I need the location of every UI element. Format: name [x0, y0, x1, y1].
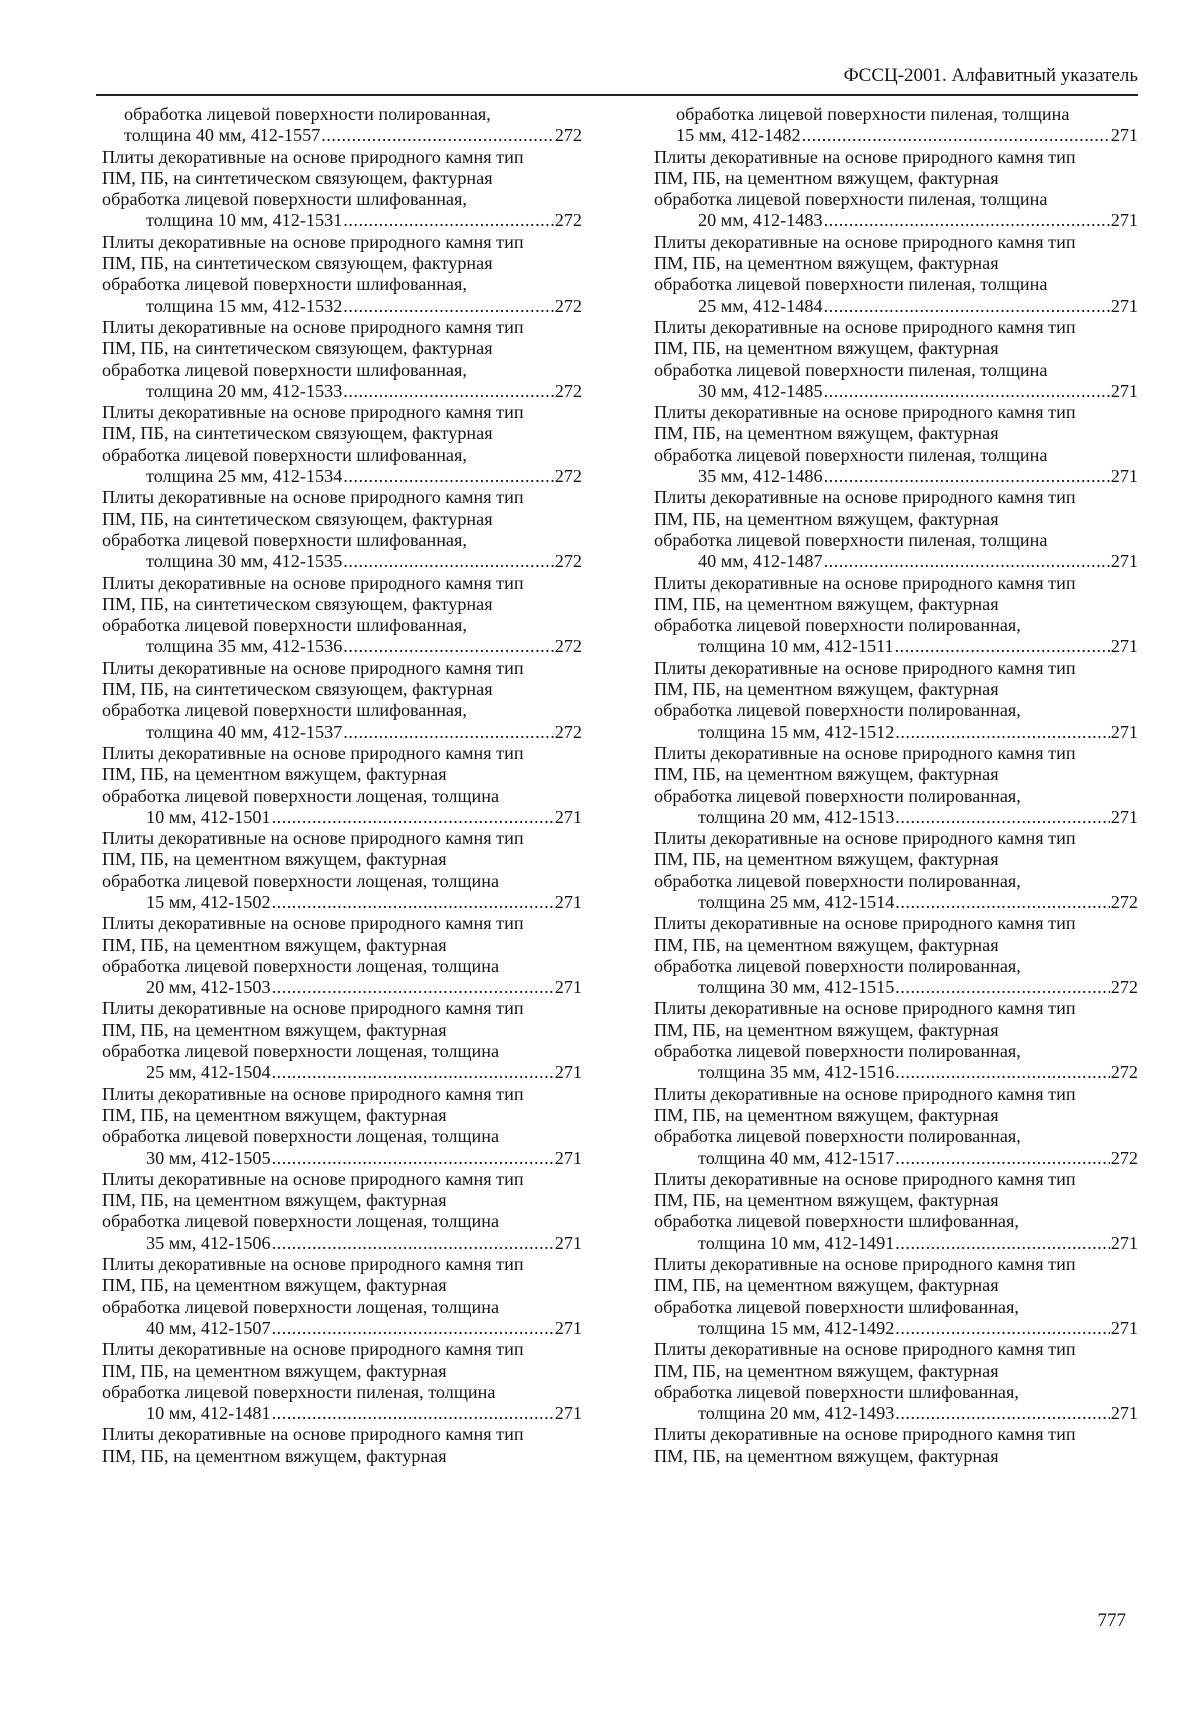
index-entry	[654, 1424, 1138, 1467]
entry-page-ref: 271	[1110, 721, 1138, 742]
entry-last-line	[698, 1403, 1138, 1424]
entry-text-line: обработка лицевой поверхности полированная,	[124, 104, 491, 124]
entry-last-line	[698, 1062, 1138, 1083]
entry-text-line: ПМ, ПБ, на цементном вяжущем, фактурная	[654, 1275, 999, 1296]
entry-text-line: обработка лицевой поверхности шлифованная,	[102, 359, 467, 380]
index-column-left	[102, 104, 582, 1467]
entry-text-line: обработка лицевой поверхности лощеная, толщина	[102, 1041, 500, 1062]
index-entry	[102, 828, 582, 913]
entry-last-line	[146, 1403, 582, 1424]
index-entry	[654, 1169, 1138, 1254]
entry-last-line	[146, 296, 582, 317]
leader-dots	[321, 125, 553, 146]
entry-page-ref: 271	[1110, 1317, 1138, 1338]
entry-code: 10 мм, 412-1481	[146, 1403, 271, 1424]
entry-text-line: Плиты декоративные на основе природного камня тип	[654, 1168, 1076, 1189]
entry-text-line: обработка лицевой поверхности полированная,	[654, 955, 1021, 976]
leader-dots	[272, 1062, 554, 1083]
entry-text-line: обработка лицевой поверхности полированная,	[654, 785, 1021, 806]
index-entry	[654, 573, 1138, 658]
index-entry	[654, 402, 1138, 487]
entry-text-line: Плиты декоративные на основе природного камня тип	[654, 828, 1076, 849]
entry-code: 30 мм, 412-1485	[698, 380, 823, 401]
entry-page-ref: 272	[554, 636, 582, 657]
entry-text-line: обработка лицевой поверхности лощеная, толщина	[102, 870, 500, 891]
entry-page-ref: 271	[1110, 1232, 1138, 1253]
entry-page-ref: 272	[1110, 977, 1138, 998]
leader-dots	[895, 977, 1109, 998]
index-entry	[654, 1084, 1138, 1169]
leader-dots	[343, 551, 553, 572]
entry-code: 35 мм, 412-1506	[146, 1232, 271, 1253]
entry-text-line: Плиты декоративные на основе природного камня тип	[654, 146, 1076, 167]
entry-text-line: ПМ, ПБ, на цементном вяжущем, фактурная	[102, 849, 447, 870]
entry-text-line: обработка лицевой поверхности шлифованная,	[102, 189, 467, 210]
entry-page-ref: 272	[554, 210, 582, 231]
index-entry	[654, 998, 1138, 1083]
index-entry	[654, 1339, 1138, 1424]
entry-code: 30 мм, 412-1505	[146, 1147, 271, 1168]
index-entry	[102, 1084, 582, 1169]
index-entry	[102, 998, 582, 1083]
entry-text-line: ПМ, ПБ, на цементном вяжущем, фактурная	[654, 253, 999, 274]
leader-dots	[824, 551, 1110, 572]
entry-text-line: обработка лицевой поверхности полированная,	[654, 870, 1021, 891]
entry-text-line: ПМ, ПБ, на цементном вяжущем, фактурная	[102, 1190, 447, 1211]
leader-dots	[272, 807, 554, 828]
entry-page-ref: 272	[554, 551, 582, 572]
leader-dots	[343, 636, 553, 657]
entry-last-line	[698, 296, 1138, 317]
entry-last-line	[676, 125, 1138, 146]
entry-text-line: ПМ, ПБ, на цементном вяжущем, фактурная	[102, 1104, 447, 1125]
entry-text-line: Плиты декоративные на основе природного камня тип	[102, 998, 524, 1019]
entry-code: толщина 35 мм, 412-1516	[698, 1062, 895, 1083]
leader-dots	[895, 1403, 1109, 1424]
entry-last-line	[698, 466, 1138, 487]
entry-text-line: Плиты декоративные на основе природного камня тип	[654, 1083, 1076, 1104]
entry-text-line: Плиты декоративные на основе природного камня тип	[102, 1254, 524, 1275]
entry-text-line: обработка лицевой поверхности пиленая, толщина	[654, 189, 1048, 210]
entry-page-ref: 271	[1110, 125, 1138, 146]
entry-last-line	[698, 210, 1138, 231]
entry-code: толщина 20 мм, 412-1493	[698, 1403, 895, 1424]
entry-text-line: Плиты декоративные на основе природного камня тип	[654, 1254, 1076, 1275]
entry-code: 40 мм, 412-1487	[698, 551, 823, 572]
entry-text-line: Плиты декоративные на основе природного камня тип	[654, 657, 1076, 678]
entry-text-line: ПМ, ПБ, на цементном вяжущем, фактурная	[654, 593, 999, 614]
entry-last-line	[698, 381, 1138, 402]
index-entry	[654, 1254, 1138, 1339]
entry-last-line	[146, 892, 582, 913]
leader-dots	[895, 807, 1109, 828]
entry-text-line: ПМ, ПБ, на цементном вяжущем, фактурная	[654, 934, 999, 955]
entry-code: 15 мм, 412-1502	[146, 891, 271, 912]
index-entry	[102, 658, 582, 743]
entry-text-line: обработка лицевой поверхности лощеная, толщина	[102, 785, 500, 806]
entry-text-line: Плиты декоративные на основе природного камня тип	[654, 1339, 1076, 1360]
index-entry	[102, 402, 582, 487]
entry-text-line: обработка лицевой поверхности пиленая, толщина	[654, 359, 1048, 380]
index-entry	[102, 1169, 582, 1254]
entry-page-ref: 271	[1110, 1403, 1138, 1424]
leader-dots	[272, 1318, 554, 1339]
entry-code: толщина 10 мм, 412-1511	[698, 636, 894, 657]
entry-last-line	[698, 722, 1138, 743]
entry-text-line: обработка лицевой поверхности лощеная, толщина	[102, 1296, 500, 1317]
leader-dots	[272, 892, 554, 913]
entry-text-line: ПМ, ПБ, на синтетическом связующем, фактурная	[102, 423, 493, 444]
entry-text-line: ПМ, ПБ, на синтетическом связующем, фактурная	[102, 253, 493, 274]
entry-page-ref: 271	[554, 977, 582, 998]
entry-page-ref: 271	[1110, 210, 1138, 231]
entry-text-line: ПМ, ПБ, на цементном вяжущем, фактурная	[654, 849, 999, 870]
index-entry	[654, 743, 1138, 828]
entry-last-line	[698, 807, 1138, 828]
page-header	[96, 58, 1138, 96]
index-entry	[102, 232, 582, 317]
entry-code: 25 мм, 412-1504	[146, 1062, 271, 1083]
entry-last-line	[146, 807, 582, 828]
entry-text-line: ПМ, ПБ, на цементном вяжущем, фактурная	[654, 1019, 999, 1040]
entry-text-line: ПМ, ПБ, на цементном вяжущем, фактурная	[654, 1360, 999, 1381]
entry-text-line: обработка лицевой поверхности шлифованная,	[102, 444, 467, 465]
leader-dots	[895, 892, 1109, 913]
index-entry	[102, 1339, 582, 1424]
entry-text-line: ПМ, ПБ, на цементном вяжущем, фактурная	[102, 1360, 447, 1381]
entry-text-line: ПМ, ПБ, на синтетическом связующем, фактурная	[102, 593, 493, 614]
entry-page-ref: 271	[554, 1403, 582, 1424]
entry-text-line: обработка лицевой поверхности шлифованная,	[102, 529, 467, 550]
entry-text-line: обработка лицевой поверхности полированная,	[654, 615, 1021, 636]
index-entry	[654, 317, 1138, 402]
entry-text-line: обработка лицевой поверхности лощеная, толщина	[102, 1126, 500, 1147]
index-column-right	[654, 104, 1138, 1467]
entry-page-ref: 272	[1110, 1062, 1138, 1083]
entry-code: толщина 10 мм, 412-1491	[698, 1232, 895, 1253]
leader-dots	[895, 1233, 1109, 1254]
entry-text-line: ПМ, ПБ, на цементном вяжущем, фактурная	[654, 679, 999, 700]
entry-text-line: обработка лицевой поверхности пиленая, толщина	[654, 529, 1048, 550]
entry-code: толщина 40 мм, 412-1557	[124, 125, 321, 146]
leader-dots	[895, 636, 1110, 657]
entry-text-line: ПМ, ПБ, на синтетическом связующем, фактурная	[102, 167, 493, 188]
leader-dots	[343, 296, 553, 317]
entry-code: толщина 20 мм, 412-1513	[698, 806, 895, 827]
index-entry	[102, 743, 582, 828]
entry-code: толщина 25 мм, 412-1534	[146, 466, 343, 487]
entry-page-ref: 271	[1110, 295, 1138, 316]
entry-page-ref: 271	[1110, 551, 1138, 572]
entry-text-line: обработка лицевой поверхности шлифованная,	[654, 1296, 1019, 1317]
entry-code: 25 мм, 412-1484	[698, 295, 823, 316]
entry-last-line	[146, 977, 582, 998]
entry-text-line: ПМ, ПБ, на цементном вяжущем, фактурная	[654, 764, 999, 785]
entry-text-line: Плиты декоративные на основе природного камня тип	[102, 1339, 524, 1360]
entry-code: толщина 15 мм, 412-1512	[698, 721, 895, 742]
entry-last-line	[146, 1233, 582, 1254]
entry-code: 20 мм, 412-1503	[146, 977, 271, 998]
entry-text-line: обработка лицевой поверхности пиленая, толщина	[102, 1381, 496, 1402]
entry-text-line: обработка лицевой поверхности лощеная, толщина	[102, 955, 500, 976]
index-entry	[654, 104, 1138, 147]
entry-text-line: ПМ, ПБ, на цементном вяжущем, фактурная	[654, 1445, 999, 1466]
entry-last-line	[146, 722, 582, 743]
entry-text-line: обработка лицевой поверхности шлифованная,	[654, 1381, 1019, 1402]
entry-text-line: Плиты декоративные на основе природного камня тип	[102, 316, 524, 337]
entry-last-line	[698, 636, 1138, 657]
entry-page-ref: 272	[554, 125, 582, 146]
entry-page-ref: 271	[1110, 466, 1138, 487]
leader-dots	[824, 381, 1110, 402]
entry-last-line	[146, 1062, 582, 1083]
entry-page-ref: 271	[1110, 380, 1138, 401]
page-number: 777	[1097, 1610, 1126, 1631]
entry-code: толщина 40 мм, 412-1537	[146, 721, 343, 742]
index-entry	[102, 1254, 582, 1339]
entry-text-line: обработка лицевой поверхности полированная,	[654, 700, 1021, 721]
entry-last-line	[146, 466, 582, 487]
entry-text-line: Плиты декоративные на основе природного камня тип	[654, 913, 1076, 934]
entry-last-line	[146, 1318, 582, 1339]
entry-page-ref: 271	[554, 1062, 582, 1083]
entry-page-ref: 272	[554, 380, 582, 401]
entry-last-line	[698, 551, 1138, 572]
entry-text-line: обработка лицевой поверхности шлифованная,	[102, 700, 467, 721]
entry-text-line: обработка лицевой поверхности полированная,	[654, 1126, 1021, 1147]
entry-code: толщина 30 мм, 412-1515	[698, 977, 895, 998]
entry-last-line	[698, 1148, 1138, 1169]
entry-text-line: Плиты декоративные на основе природного камня тип	[654, 487, 1076, 508]
entry-last-line	[698, 892, 1138, 913]
index-entry	[654, 913, 1138, 998]
entry-code: толщина 40 мм, 412-1517	[698, 1147, 895, 1168]
entry-text-line: Плиты декоративные на основе природного камня тип	[102, 231, 524, 252]
header-title: ФССЦ-2001. Алфавитный указатель	[843, 65, 1138, 86]
leader-dots	[895, 1148, 1109, 1169]
leader-dots	[343, 722, 553, 743]
entry-text-line: Плиты декоративные на основе природного камня тип	[654, 316, 1076, 337]
entry-page-ref: 271	[554, 891, 582, 912]
leader-dots	[824, 466, 1110, 487]
entry-text-line: Плиты декоративные на основе природного камня тип	[102, 487, 524, 508]
entry-last-line	[146, 381, 582, 402]
entry-last-line	[124, 125, 582, 146]
entry-text-line: Плиты декоративные на основе природного камня тип	[102, 572, 524, 593]
leader-dots	[802, 125, 1110, 146]
leader-dots	[824, 296, 1110, 317]
entry-text-line: Плиты декоративные на основе природного камня тип	[654, 231, 1076, 252]
entry-text-line: Плиты декоративные на основе природного камня тип	[654, 742, 1076, 763]
index-entry	[102, 1424, 582, 1467]
entry-text-line: ПМ, ПБ, на цементном вяжущем, фактурная	[654, 508, 999, 529]
entry-text-line: ПМ, ПБ, на цементном вяжущем, фактурная	[654, 1190, 999, 1211]
leader-dots	[895, 1062, 1109, 1083]
entry-last-line	[146, 551, 582, 572]
index-entry	[654, 828, 1138, 913]
entry-code: 35 мм, 412-1486	[698, 466, 823, 487]
entry-code: толщина 10 мм, 412-1531	[146, 210, 343, 231]
entry-code: 40 мм, 412-1507	[146, 1317, 271, 1338]
entry-code: толщина 35 мм, 412-1536	[146, 636, 343, 657]
entry-last-line	[698, 1233, 1138, 1254]
index-entry	[654, 147, 1138, 232]
entry-text-line: Плиты декоративные на основе природного камня тип	[102, 828, 524, 849]
entry-text-line: обработка лицевой поверхности пиленая, толщина	[654, 444, 1048, 465]
entry-code: 10 мм, 412-1501	[146, 806, 271, 827]
entry-text-line: Плиты декоративные на основе природного камня тип	[102, 913, 524, 934]
entry-page-ref: 271	[554, 1147, 582, 1168]
entry-page-ref: 272	[554, 295, 582, 316]
entry-code: толщина 20 мм, 412-1533	[146, 380, 343, 401]
entry-text-line: обработка лицевой поверхности шлифованная,	[654, 1211, 1019, 1232]
entry-text-line: ПМ, ПБ, на цементном вяжущем, фактурная	[102, 1445, 447, 1466]
entry-text-line: Плиты декоративные на основе природного камня тип	[102, 1424, 524, 1445]
entry-text-line: Плиты декоративные на основе природного камня тип	[102, 1083, 524, 1104]
index-entry	[654, 658, 1138, 743]
entry-text-line: Плиты декоративные на основе природного камня тип	[102, 146, 524, 167]
entry-text-line: обработка лицевой поверхности пиленая, толщина	[676, 104, 1070, 124]
entry-text-line: ПМ, ПБ, на цементном вяжущем, фактурная	[654, 423, 999, 444]
entry-last-line	[146, 636, 582, 657]
entry-page-ref: 272	[1110, 891, 1138, 912]
entry-text-line: Плиты декоративные на основе природного камня тип	[102, 1168, 524, 1189]
entry-page-ref: 272	[554, 721, 582, 742]
entry-page-ref: 271	[1110, 636, 1138, 657]
entry-page-ref: 272	[1110, 1147, 1138, 1168]
entry-code: 20 мм, 412-1483	[698, 210, 823, 231]
entry-last-line	[698, 977, 1138, 998]
entry-text-line: Плиты декоративные на основе природного камня тип	[654, 998, 1076, 1019]
leader-dots	[272, 977, 554, 998]
entry-text-line: обработка лицевой поверхности лощеная, толщина	[102, 1211, 500, 1232]
leader-dots	[824, 210, 1110, 231]
entry-text-line: ПМ, ПБ, на цементном вяжущем, фактурная	[654, 167, 999, 188]
entry-text-line: Плиты декоративные на основе природного камня тип	[102, 402, 524, 423]
index-entry	[102, 147, 582, 232]
entry-text-line: ПМ, ПБ, на цементном вяжущем, фактурная	[654, 338, 999, 359]
entry-text-line: Плиты декоративные на основе природного камня тип	[102, 742, 524, 763]
leader-dots	[343, 210, 553, 231]
leader-dots	[895, 722, 1109, 743]
entry-text-line: Плиты декоративные на основе природного камня тип	[654, 402, 1076, 423]
leader-dots	[272, 1233, 554, 1254]
leader-dots	[343, 381, 553, 402]
entry-text-line: ПМ, ПБ, на цементном вяжущем, фактурная	[102, 764, 447, 785]
entry-code: толщина 30 мм, 412-1535	[146, 551, 343, 572]
entry-page-ref: 271	[554, 1317, 582, 1338]
entry-text-line: обработка лицевой поверхности шлифованная,	[102, 615, 467, 636]
entry-code: толщина 15 мм, 412-1532	[146, 295, 343, 316]
entry-text-line: ПМ, ПБ, на цементном вяжущем, фактурная	[102, 1275, 447, 1296]
index-entry	[102, 317, 582, 402]
entry-text-line: ПМ, ПБ, на синтетическом связующем, фактурная	[102, 508, 493, 529]
index-entry	[102, 573, 582, 658]
entry-last-line	[146, 1148, 582, 1169]
entry-last-line	[146, 210, 582, 231]
leader-dots	[895, 1318, 1109, 1339]
entry-text-line: обработка лицевой поверхности полированная,	[654, 1041, 1021, 1062]
entry-code: 15 мм, 412-1482	[676, 125, 801, 146]
entry-text-line: Плиты декоративные на основе природного камня тип	[102, 657, 524, 678]
entry-code: толщина 15 мм, 412-1492	[698, 1317, 895, 1338]
leader-dots	[343, 466, 553, 487]
entry-text-line: ПМ, ПБ, на цементном вяжущем, фактурная	[654, 1104, 999, 1125]
entry-text-line: Плиты декоративные на основе природного камня тип	[654, 1424, 1076, 1445]
entry-text-line: Плиты декоративные на основе природного камня тип	[654, 572, 1076, 593]
entry-text-line: ПМ, ПБ, на синтетическом связующем, фактурная	[102, 679, 493, 700]
entry-text-line: ПМ, ПБ, на цементном вяжущем, фактурная	[102, 1019, 447, 1040]
entry-text-line: обработка лицевой поверхности пиленая, толщина	[654, 274, 1048, 295]
leader-dots	[272, 1403, 554, 1424]
index-entry	[654, 487, 1138, 572]
entry-page-ref: 271	[554, 1232, 582, 1253]
entry-page-ref: 271	[554, 806, 582, 827]
index-entry	[102, 104, 582, 147]
index-entry	[102, 913, 582, 998]
entry-page-ref: 272	[554, 466, 582, 487]
leader-dots	[272, 1148, 554, 1169]
entry-page-ref: 271	[1110, 806, 1138, 827]
index-entry	[654, 232, 1138, 317]
index-entry	[102, 487, 582, 572]
entry-text-line: ПМ, ПБ, на цементном вяжущем, фактурная	[102, 934, 447, 955]
entry-last-line	[698, 1318, 1138, 1339]
entry-code: толщина 25 мм, 412-1514	[698, 891, 895, 912]
entry-text-line: ПМ, ПБ, на синтетическом связующем, фактурная	[102, 338, 493, 359]
entry-text-line: обработка лицевой поверхности шлифованная,	[102, 274, 467, 295]
